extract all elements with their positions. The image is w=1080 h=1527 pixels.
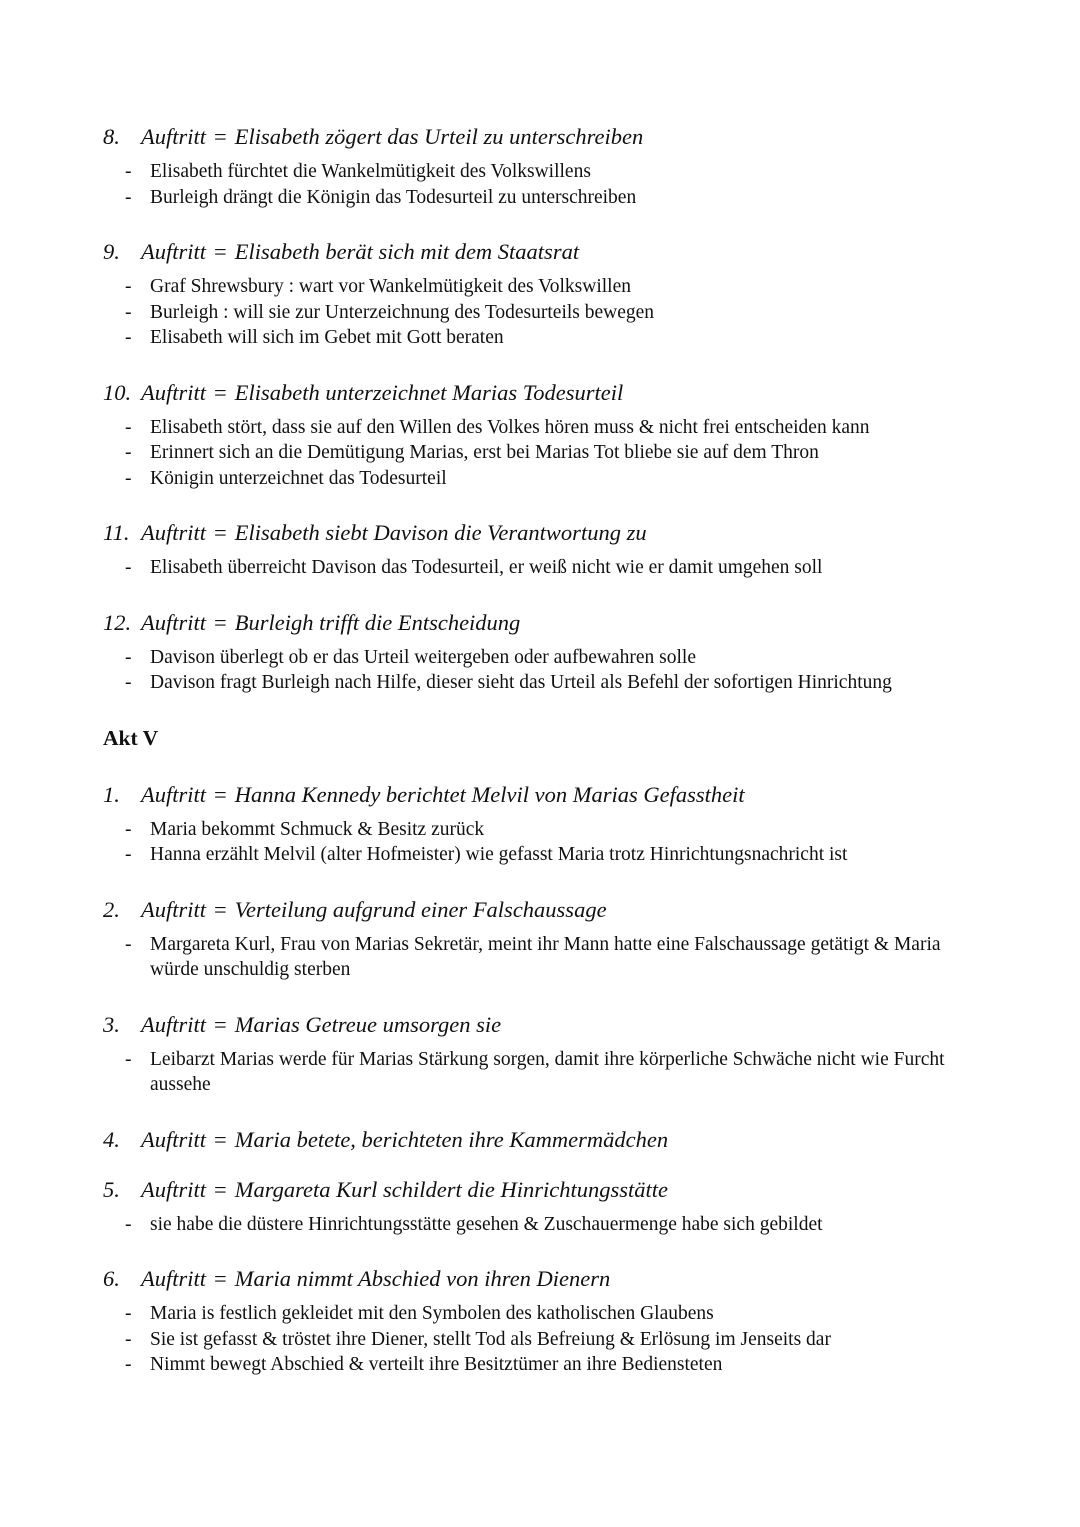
scene-label: Auftritt	[141, 1126, 207, 1152]
scene-block	[103, 1125, 993, 1155]
scene-number: 10.	[103, 379, 132, 405]
scene-number: 11.	[103, 520, 130, 545]
dash-bullet-icon: -	[125, 327, 132, 348]
scene-label: Auftritt	[141, 239, 207, 264]
bullet-list	[103, 817, 993, 868]
bullet-text: Elisabeth will sich im Gebet mit Gott beraten	[150, 327, 504, 348]
bullet-text: Burleigh : will sie zur Unterzeichnung des Todesurteils bewegen	[150, 301, 655, 323]
dash-bullet-icon: -	[125, 416, 132, 438]
scene-heading	[103, 237, 993, 267]
bullet-text: Königin unterzeichnet das Todesurteil	[150, 467, 447, 489]
scene-title: Hanna Kennedy berichtet Melvil von Marias Gefasstheit	[234, 781, 745, 807]
scene-title: Margareta Kurl schildert die Hinrichtungsstätte	[234, 1176, 669, 1202]
scene-block	[103, 237, 993, 351]
scene-heading	[103, 122, 993, 152]
equals-sign: =	[214, 1176, 227, 1202]
scene-block	[103, 895, 993, 983]
akt5-scenes	[103, 780, 993, 1378]
scene-block	[103, 378, 993, 492]
equals-sign: =	[214, 379, 227, 405]
bullet-text: Davison fragt Burleigh nach Hilfe, dieser sieht das Urteil als Befehl der sofortigen Hinrichtung	[150, 672, 892, 693]
dash-bullet-icon: -	[125, 1303, 132, 1324]
dash-bullet-icon: -	[125, 442, 132, 463]
scene-label: Auftritt	[141, 609, 207, 635]
scene-block	[103, 122, 993, 210]
scene-title: Maria nimmt Abschied von ihren Dienern	[234, 1266, 611, 1291]
bullet-text: Hanna erzählt Melvil (alter Hofmeister) wie gefasst Maria trotz Hinrichtungsnachricht ist	[150, 844, 848, 865]
akt5-heading: Akt V	[103, 725, 159, 750]
scene-label: Auftritt	[141, 896, 207, 922]
scene-number: 8.	[103, 124, 120, 149]
scene-number: 2.	[103, 896, 120, 922]
dash-bullet-icon: -	[125, 276, 132, 297]
dash-bullet-icon: -	[125, 1328, 132, 1350]
bullet-text: Davison überlegt ob er das Urteil weitergeben oder aufbewahren solle	[150, 646, 696, 668]
list-item	[125, 1047, 993, 1098]
list-item	[125, 932, 993, 983]
bullet-text: Erinnert sich an die Demütigung Marias, erst bei Marias Tot bliebe sie auf dem Thron	[150, 442, 819, 463]
dash-bullet-icon: -	[125, 467, 132, 489]
list-item	[125, 1301, 993, 1327]
equals-sign: =	[214, 609, 227, 635]
equals-sign: =	[214, 1266, 227, 1291]
scene-label: Auftritt	[141, 124, 207, 149]
akt4-scenes	[103, 122, 993, 696]
bullet-text: Elisabeth fürchtet die Wankelmütigkeit des Volkswillens	[150, 161, 591, 182]
bullet-list	[103, 932, 993, 983]
scene-heading	[103, 1264, 993, 1294]
bullet-text: sie habe die düstere Hinrichtungsstätte gesehen & Zuschauermenge habe sich gebildet	[150, 1213, 823, 1235]
bullet-list	[103, 1212, 993, 1238]
list-item	[125, 1352, 993, 1378]
dash-bullet-icon: -	[125, 301, 132, 323]
dash-bullet-icon: -	[125, 933, 132, 955]
scene-heading	[103, 1010, 993, 1040]
bullet-list	[103, 159, 993, 210]
scene-label: Auftritt	[141, 520, 207, 545]
list-item	[125, 466, 993, 492]
bullet-list	[103, 645, 993, 696]
scene-heading	[103, 608, 993, 638]
list-item	[125, 300, 993, 326]
list-item	[125, 185, 993, 211]
list-item	[125, 555, 993, 581]
bullet-text: Margareta Kurl, Frau von Marias Sekretär, meint ihr Mann hatte eine Falschaussage getätigt & Maria würde unschuldig sterben	[150, 933, 941, 980]
scene-title: Burleigh trifft die Entscheidung	[234, 609, 521, 635]
scene-block	[103, 518, 993, 581]
scene-block	[103, 780, 993, 868]
scene-title: Maria betete, berichteten ihre Kammermädchen	[234, 1126, 669, 1152]
dash-bullet-icon: -	[125, 818, 132, 840]
dash-bullet-icon: -	[125, 161, 132, 182]
scene-title: Elisabeth siebt Davison die Verantwortung zu	[234, 520, 647, 545]
bullet-list	[103, 1047, 993, 1098]
scene-number: 5.	[103, 1176, 120, 1202]
scene-heading	[103, 895, 993, 925]
equals-sign: =	[214, 239, 227, 264]
list-item	[125, 440, 993, 466]
list-item	[125, 274, 993, 300]
scene-label: Auftritt	[141, 1011, 207, 1037]
scene-title: Elisabeth berät sich mit dem Staatsrat	[234, 239, 580, 264]
scene-label: Auftritt	[141, 379, 207, 405]
bullet-text: Nimmt bewegt Abschied & verteilt ihre Besitztümer an ihre Bediensteten	[150, 1354, 723, 1375]
equals-sign: =	[214, 520, 227, 545]
equals-sign: =	[214, 896, 227, 922]
scene-number: 3.	[103, 1011, 120, 1037]
dash-bullet-icon: -	[125, 557, 132, 578]
equals-sign: =	[214, 781, 227, 807]
dash-bullet-icon: -	[125, 646, 132, 668]
bullet-list	[103, 415, 993, 492]
bullet-list	[103, 274, 993, 351]
equals-sign: =	[214, 1011, 227, 1037]
list-item	[125, 325, 993, 351]
dash-bullet-icon: -	[125, 1048, 132, 1070]
scene-number: 4.	[103, 1126, 120, 1152]
dash-bullet-icon: -	[125, 186, 132, 208]
list-item	[125, 415, 993, 441]
scene-heading	[103, 378, 993, 408]
scene-number: 6.	[103, 1266, 120, 1291]
bullet-text: Sie ist gefasst & tröstet ihre Diener, stellt Tod als Befreiung & Erlösung im Jenseits dar	[150, 1328, 831, 1350]
dash-bullet-icon: -	[125, 672, 132, 693]
list-item	[125, 1212, 993, 1238]
scene-label: Auftritt	[141, 781, 207, 807]
scene-title: Verteilung aufgrund einer Falschaussage	[234, 896, 607, 922]
scene-block	[103, 1264, 993, 1378]
bullet-list	[103, 555, 993, 581]
dash-bullet-icon: -	[125, 844, 132, 865]
bullet-text: Leibarzt Marias werde für Marias Stärkung sorgen, damit ihre körperliche Schwäche nicht wie Furcht aussehe	[150, 1048, 945, 1095]
scene-number: 9.	[103, 239, 120, 264]
scene-label: Auftritt	[141, 1176, 207, 1202]
scene-title: Elisabeth zögert das Urteil zu unterschreiben	[234, 124, 644, 149]
scene-heading	[103, 1175, 993, 1205]
bullet-text: Maria bekommt Schmuck & Besitz zurück	[150, 818, 485, 840]
bullet-text: Maria is festlich gekleidet mit den Symbolen des katholischen Glaubens	[150, 1303, 714, 1324]
bullet-list	[103, 1301, 993, 1378]
equals-sign: =	[214, 124, 227, 149]
list-item	[125, 842, 993, 868]
bullet-text: Burleigh drängt die Königin das Todesurteil zu unterschreiben	[150, 186, 637, 208]
dash-bullet-icon: -	[125, 1354, 132, 1375]
scene-block	[103, 608, 993, 696]
list-item	[125, 645, 993, 671]
list-item	[125, 817, 993, 843]
dash-bullet-icon: -	[125, 1213, 132, 1235]
list-item	[125, 670, 993, 696]
scene-label: Auftritt	[141, 1266, 207, 1291]
equals-sign: =	[214, 1126, 227, 1152]
scene-number: 12.	[103, 609, 132, 635]
bullet-text: Elisabeth überreicht Davison das Todesurteil, er weiß nicht wie er damit umgehen soll	[150, 557, 823, 578]
scene-title: Marias Getreue umsorgen sie	[234, 1011, 502, 1037]
scene-block	[103, 1175, 993, 1238]
scene-heading	[103, 518, 993, 548]
scene-number: 1.	[103, 781, 120, 807]
document-page	[103, 122, 993, 1378]
scene-block	[103, 1010, 993, 1098]
bullet-text: Graf Shrewsbury : wart vor Wankelmütigkeit des Volkswillen	[150, 276, 631, 297]
scene-heading	[103, 780, 993, 810]
scene-heading	[103, 1125, 993, 1155]
list-item	[125, 159, 993, 185]
bullet-text: Elisabeth stört, dass sie auf den Willen des Volkes hören muss & nicht frei entscheiden kann	[150, 416, 870, 438]
scene-title: Elisabeth unterzeichnet Marias Todesurteil	[234, 379, 624, 405]
list-item	[125, 1327, 993, 1353]
